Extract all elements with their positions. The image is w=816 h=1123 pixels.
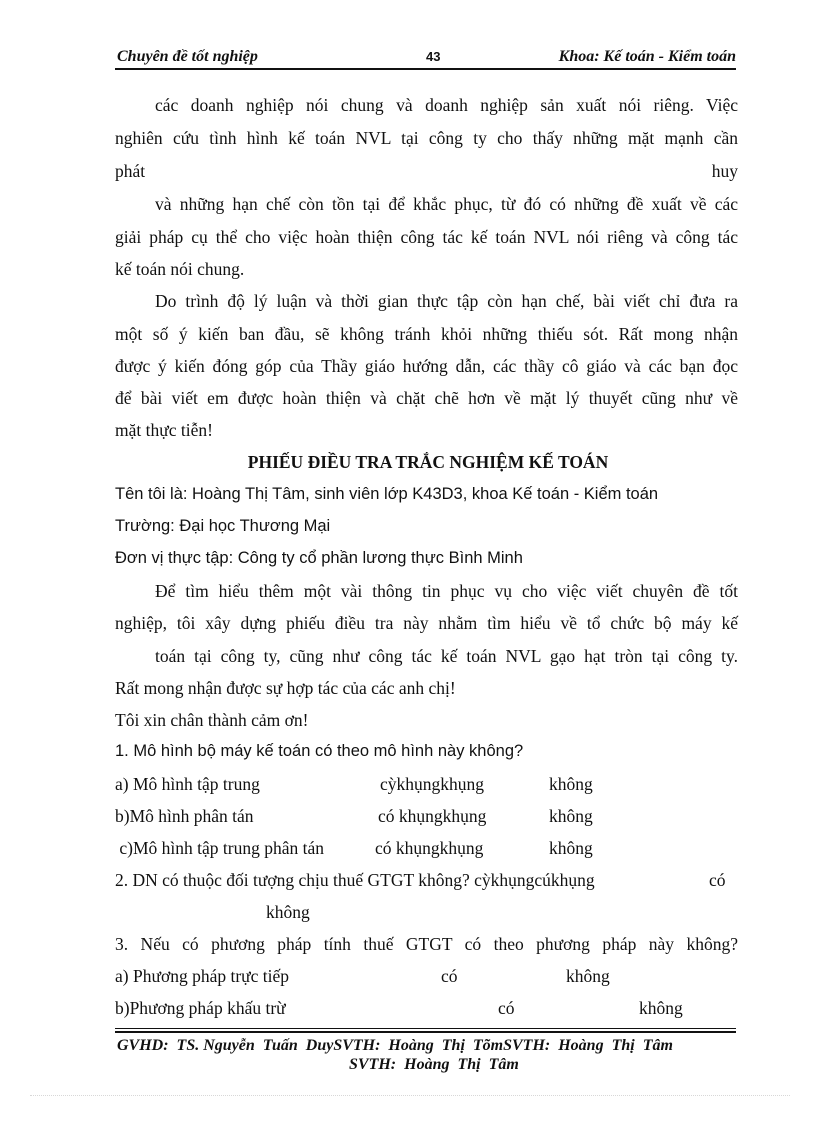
q3-option-b-no[interactable]: không (639, 998, 683, 1018)
question-2: 2. DN có thuộc đối tượng chịu thuế GTGT không? cỳkhụngcúkhụng (115, 870, 595, 890)
header-right: Khoa: Kế toán - Kiểm toán (558, 48, 736, 65)
q1-option-c-no[interactable]: không (549, 838, 593, 858)
intro-line-3: toán tại công ty, cũng như công tác kế toán NVL gạo hạt tròn tại công ty. (155, 646, 738, 666)
header-left: Chuyên đề tốt nghiệp (117, 48, 258, 65)
intro-line-1: Để tìm hiểu thêm một vài thông tin phục vụ cho việc viết chuyên đề tốt (155, 581, 738, 601)
p1-line-6: kế toán nói chung. (115, 259, 245, 279)
q1-option-a-no[interactable]: không (549, 774, 593, 794)
page-bottom-dotted-rule (30, 1095, 790, 1096)
q1-option-b-no[interactable]: không (549, 806, 593, 826)
p2-line-2: một số ý kiến ban đầu, sẽ không tránh khỏi những thiếu sót. Rất mong nhận (115, 324, 738, 344)
p1-line-2: nghiên cứu tình hình kế toán NVL tại công ty cho thấy những mặt mạnh cần (115, 128, 738, 148)
thanks-line: Tôi xin chân thành cảm ơn! (115, 710, 309, 730)
p1-line-5: giải pháp cụ thể cho việc hoàn thiện công tác kế toán NVL nói riêng và công tác (115, 227, 738, 247)
survey-title: PHIẾU ĐIỀU TRA TRẮC NGHIỆM KẾ TOÁN (247, 452, 609, 472)
school-line: Trường: Đại học Thương Mại (115, 517, 331, 535)
p1-line-1: các doanh nghiệp nói chung và doanh nghiệp sản xuất nói riêng. Việc (155, 95, 738, 115)
q1-option-a-label: a) Mô hình tập trung (115, 774, 260, 794)
q1-option-c-yes[interactable]: có khụngkhụng (375, 838, 484, 858)
q3-option-b-label: b)Phương pháp khấu trừ (115, 998, 286, 1018)
footer-rule-top (115, 1028, 736, 1029)
p2-line-4: để bài viết em được hoàn thiện và chặt chẽ hơn về mặt lý thuyết cũng như về (115, 388, 738, 408)
intro-line-2: nghiệp, tôi xây dựng phiếu điều tra này nhằm tìm hiểu về tổ chức bộ máy kế (115, 613, 738, 633)
p1-line-3-left: phát (115, 161, 146, 181)
question-1: 1. Mô hình bộ máy kế toán có theo mô hình này không? (115, 742, 524, 760)
footer-line-2: SVTH: Hoàng Thị Tâm (349, 1056, 519, 1073)
header-rule (115, 68, 736, 70)
q1-option-c-label: c)Mô hình tập trung phân tán (115, 838, 324, 858)
p2-line-5: mặt thực tiễn! (115, 420, 213, 440)
footer-rule-bottom (115, 1031, 736, 1033)
p2-line-1: Do trình độ lý luận và thời gian thực tập còn hạn chế, bài viết chỉ đưa ra (155, 291, 738, 311)
q3-option-a-label: a) Phương pháp trực tiếp (115, 966, 290, 986)
unit-line: Đơn vị thực tập: Công ty cổ phần lương thực Bình Minh (115, 549, 523, 567)
q1-option-b-yes[interactable]: có khụngkhụng (378, 806, 487, 826)
q2-yes[interactable]: có (709, 870, 726, 890)
q1-option-a-yes[interactable]: cỳkhụngkhụng (380, 774, 485, 794)
p1-line-4: và những hạn chế còn tồn tại để khắc phục, từ đó có những đề xuất về các (155, 194, 738, 214)
page-number: 43 (426, 49, 441, 64)
p2-line-3: được ý kiến đóng góp của Thầy giáo hướng dẫn, các thầy cô giáo và các bạn đọc (115, 356, 738, 376)
q2-no[interactable]: không (266, 902, 310, 922)
intro-line-4: Rất mong nhận được sự hợp tác của các anh chị! (115, 678, 456, 698)
q3-option-a-yes[interactable]: có (441, 966, 458, 986)
q3-option-b-yes[interactable]: có (498, 998, 515, 1018)
q1-option-b-label: b)Mô hình phân tán (115, 806, 254, 826)
name-line: Tên tôi là: Hoàng Thị Tâm, sinh viên lớp K43D3, khoa Kế toán - Kiểm toán (115, 485, 659, 503)
question-3: 3. Nếu có phương pháp tính thuế GTGT có theo phương pháp này không? (115, 934, 738, 954)
footer-line-1: GVHD: TS. Nguyễn Tuấn DuySVTH: Hoàng Thị TõmSVTH: Hoàng Thị Tâm (117, 1037, 673, 1054)
q3-option-a-no[interactable]: không (566, 966, 610, 986)
p1-line-3-right: huy (711, 161, 738, 181)
